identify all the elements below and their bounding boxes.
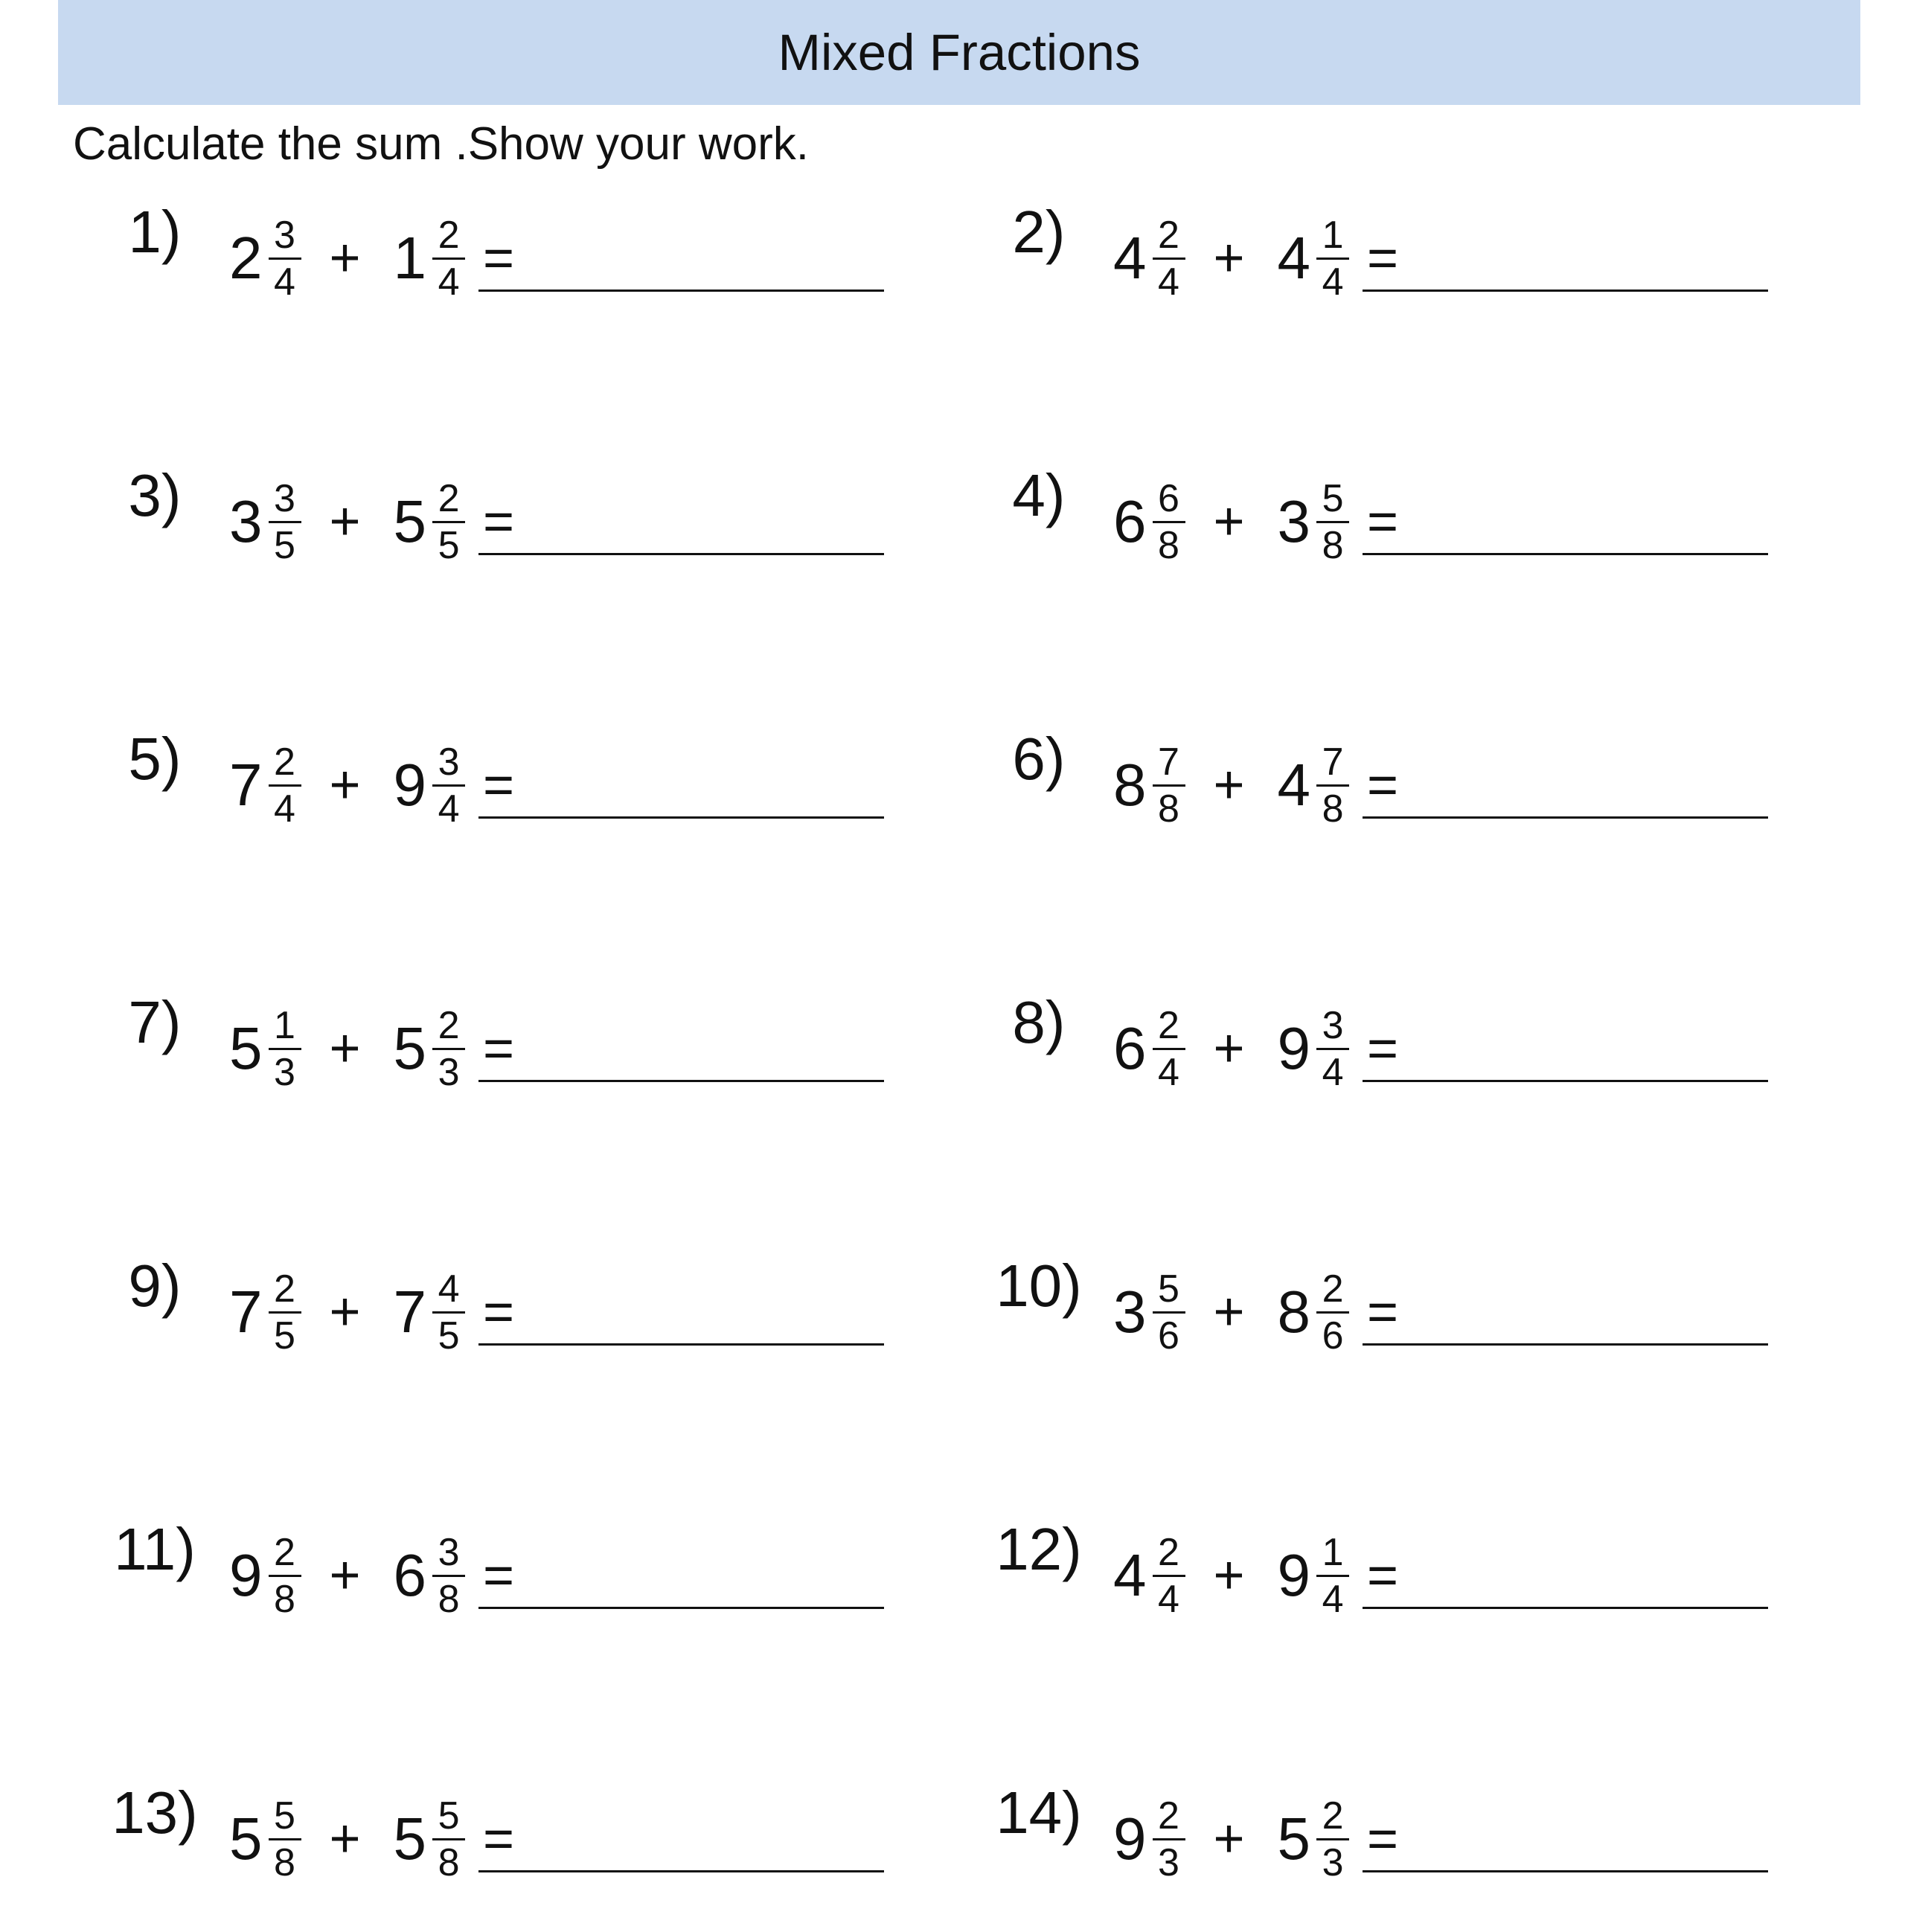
problem-item (972, 462, 1828, 615)
fraction-bar (1316, 258, 1349, 260)
whole-number: 6 (393, 1542, 427, 1608)
plus-sign: + (1213, 1282, 1245, 1342)
plus-sign: + (329, 1809, 361, 1869)
numerator: 2 (1158, 1003, 1179, 1047)
expression (229, 1264, 514, 1360)
problem-item (88, 1779, 944, 1932)
fraction-bar (269, 1838, 301, 1840)
fraction-bar (1316, 1048, 1349, 1050)
problem-number: 10) (996, 1253, 1082, 1319)
fraction-bar (1316, 784, 1349, 787)
denominator: 5 (274, 1314, 295, 1357)
fraction-bar (1153, 1048, 1185, 1050)
problem-item (88, 462, 944, 615)
expression (229, 210, 514, 307)
page-title: Mixed Fractions (778, 24, 1141, 81)
problem-number: 9) (128, 1253, 182, 1319)
numerator: 2 (274, 740, 295, 784)
problem-number: 4) (1012, 462, 1066, 528)
equals-sign: = (1367, 1809, 1399, 1869)
equals-sign: = (483, 1019, 515, 1078)
problem-number: 12) (996, 1516, 1082, 1582)
problem-item (972, 1516, 1828, 1669)
equals-sign: = (1367, 1282, 1399, 1342)
numerator: 2 (1158, 1530, 1179, 1574)
fraction-bar (1153, 1311, 1185, 1314)
equals-sign: = (1367, 1546, 1399, 1605)
expression (1113, 1791, 1398, 1887)
whole-number: 3 (1277, 488, 1311, 554)
fraction (1153, 740, 1185, 831)
equals-sign: = (483, 755, 515, 815)
whole-number: 9 (1277, 1015, 1311, 1081)
denominator: 5 (274, 523, 295, 567)
whole-number: 7 (229, 752, 263, 818)
equals-sign: = (483, 1282, 515, 1342)
fraction (269, 213, 301, 304)
plus-sign: + (329, 1546, 361, 1605)
denominator: 4 (274, 787, 295, 831)
numerator: 1 (274, 1003, 295, 1047)
numerator: 3 (438, 740, 460, 784)
whole-number: 4 (1277, 225, 1311, 291)
numerator: 2 (1158, 1794, 1179, 1837)
whole-number: 4 (1277, 752, 1311, 818)
instructions: Calculate the sum .Show your work. (73, 118, 809, 170)
problem-number: 5) (128, 726, 182, 792)
expression (1113, 737, 1398, 834)
denominator: 5 (438, 523, 460, 567)
answer-line[interactable] (478, 553, 884, 555)
problem-number: 2) (1012, 199, 1066, 265)
denominator: 8 (1158, 523, 1179, 567)
denominator: 5 (438, 1314, 460, 1357)
numerator: 5 (274, 1794, 295, 1837)
problem-item (972, 726, 1828, 878)
whole-number: 6 (1113, 488, 1147, 554)
numerator: 1 (1322, 1530, 1344, 1574)
problem-number: 14) (996, 1779, 1082, 1846)
answer-line[interactable] (478, 1607, 884, 1609)
denominator: 4 (1158, 260, 1179, 304)
denominator: 8 (1158, 787, 1179, 831)
fraction (1316, 1530, 1349, 1621)
fraction (1316, 1794, 1349, 1884)
denominator: 4 (1322, 260, 1344, 304)
problem-number: 13) (112, 1779, 198, 1846)
answer-line[interactable] (1363, 816, 1768, 819)
denominator: 3 (274, 1050, 295, 1094)
numerator: 3 (1322, 1003, 1344, 1047)
whole-number: 4 (1113, 225, 1147, 291)
equals-sign: = (1367, 1019, 1399, 1078)
whole-number: 5 (393, 1015, 427, 1081)
denominator: 8 (438, 1577, 460, 1621)
equals-sign: = (1367, 492, 1399, 551)
fraction-bar (1153, 521, 1185, 523)
fraction-bar (1316, 1311, 1349, 1314)
whole-number: 3 (1113, 1279, 1147, 1345)
fraction-bar (1316, 521, 1349, 523)
fraction-bar (1153, 1838, 1185, 1840)
answer-line[interactable] (478, 1080, 884, 1082)
problem-item (88, 1516, 944, 1669)
denominator: 6 (1158, 1314, 1179, 1357)
fraction-bar (432, 784, 465, 787)
whole-number: 9 (229, 1542, 263, 1608)
plus-sign: + (329, 228, 361, 288)
expression (1113, 1000, 1398, 1097)
fraction-bar (269, 258, 301, 260)
fraction (1153, 213, 1185, 304)
numerator: 2 (1322, 1794, 1344, 1837)
plus-sign: + (1213, 755, 1245, 815)
whole-number: 7 (229, 1279, 263, 1345)
whole-number: 9 (1277, 1542, 1311, 1608)
answer-line[interactable] (1363, 1080, 1768, 1082)
plus-sign: + (329, 492, 361, 551)
numerator: 5 (1322, 476, 1344, 520)
problem-number: 7) (128, 989, 182, 1055)
answer-line[interactable] (1363, 290, 1768, 292)
fraction (432, 213, 465, 304)
fraction (432, 740, 465, 831)
fraction-bar (269, 1311, 301, 1314)
plus-sign: + (329, 1282, 361, 1342)
fraction-bar (432, 1838, 465, 1840)
numerator: 7 (1322, 740, 1344, 784)
whole-number: 3 (229, 488, 263, 554)
whole-number: 1 (393, 225, 427, 291)
expression (1113, 1527, 1398, 1624)
plus-sign: + (329, 1019, 361, 1078)
problem-item (972, 1779, 1828, 1932)
denominator: 3 (1158, 1840, 1179, 1884)
fraction (432, 1530, 465, 1621)
denominator: 8 (1322, 523, 1344, 567)
whole-number: 6 (1113, 1015, 1147, 1081)
fraction-bar (1153, 1575, 1185, 1577)
numerator: 2 (274, 1530, 295, 1574)
fraction (432, 1003, 465, 1094)
denominator: 3 (1322, 1840, 1344, 1884)
denominator: 4 (438, 787, 460, 831)
denominator: 4 (1158, 1577, 1179, 1621)
expression (229, 1791, 514, 1887)
fraction-bar (269, 1575, 301, 1577)
problem-item (88, 1253, 944, 1405)
fraction (269, 1530, 301, 1621)
fraction (1153, 1530, 1185, 1621)
fraction-bar (269, 521, 301, 523)
denominator: 4 (1158, 1050, 1179, 1094)
denominator: 4 (1322, 1050, 1344, 1094)
expression (229, 1000, 514, 1097)
numerator: 3 (438, 1530, 460, 1574)
numerator: 2 (438, 1003, 460, 1047)
numerator: 5 (438, 1794, 460, 1837)
fraction (269, 1794, 301, 1884)
fraction-bar (1153, 258, 1185, 260)
fraction (1153, 476, 1185, 567)
problem-item (972, 199, 1828, 351)
fraction (269, 476, 301, 567)
equals-sign: = (483, 1809, 515, 1869)
equals-sign: = (1367, 755, 1399, 815)
equals-sign: = (483, 1546, 515, 1605)
fraction (1316, 1003, 1349, 1094)
problem-item (972, 1253, 1828, 1405)
fraction (1316, 213, 1349, 304)
answer-line[interactable] (478, 1343, 884, 1346)
fraction (1316, 1267, 1349, 1357)
expression (229, 1527, 514, 1624)
numerator: 2 (274, 1267, 295, 1311)
answer-line[interactable] (1363, 1607, 1768, 1609)
problem-number: 11) (114, 1516, 196, 1582)
fraction (269, 740, 301, 831)
expression (229, 473, 514, 570)
whole-number: 8 (1277, 1279, 1311, 1345)
whole-number: 5 (229, 1015, 263, 1081)
answer-line[interactable] (478, 816, 884, 819)
problem-number: 3) (128, 462, 182, 528)
fraction (432, 1267, 465, 1357)
plus-sign: + (329, 755, 361, 815)
equals-sign: = (483, 228, 515, 288)
fraction-bar (432, 258, 465, 260)
problem-item (88, 199, 944, 351)
whole-number: 5 (229, 1805, 263, 1872)
fraction-bar (432, 521, 465, 523)
denominator: 8 (274, 1577, 295, 1621)
fraction (432, 476, 465, 567)
whole-number: 8 (1113, 752, 1147, 818)
whole-number: 2 (229, 225, 263, 291)
fraction-bar (432, 1575, 465, 1577)
answer-line[interactable] (1363, 1870, 1768, 1872)
expression (229, 737, 514, 834)
equals-sign: = (483, 492, 515, 551)
answer-line[interactable] (1363, 553, 1768, 555)
numerator: 2 (1322, 1267, 1344, 1311)
fraction-bar (432, 1048, 465, 1050)
answer-line[interactable] (478, 290, 884, 292)
fraction (1153, 1003, 1185, 1094)
answer-line[interactable] (478, 1870, 884, 1872)
plus-sign: + (1213, 492, 1245, 551)
numerator: 5 (1158, 1267, 1179, 1311)
plus-sign: + (1213, 1019, 1245, 1078)
whole-number: 9 (1113, 1805, 1147, 1872)
numerator: 7 (1158, 740, 1179, 784)
problem-item (88, 989, 944, 1142)
fraction (1316, 740, 1349, 831)
plus-sign: + (1213, 228, 1245, 288)
denominator: 8 (1322, 787, 1344, 831)
denominator: 8 (274, 1840, 295, 1884)
fraction (1316, 476, 1349, 567)
denominator: 8 (438, 1840, 460, 1884)
fraction (432, 1794, 465, 1884)
fraction-bar (1316, 1575, 1349, 1577)
denominator: 4 (438, 260, 460, 304)
problem-number: 1) (128, 199, 182, 265)
fraction (269, 1267, 301, 1357)
fraction (1153, 1794, 1185, 1884)
denominator: 3 (438, 1050, 460, 1094)
problem-item (972, 989, 1828, 1142)
fraction-bar (432, 1311, 465, 1314)
whole-number: 7 (393, 1279, 427, 1345)
numerator: 3 (274, 213, 295, 257)
fraction-bar (269, 1048, 301, 1050)
numerator: 4 (438, 1267, 460, 1311)
fraction (269, 1003, 301, 1094)
numerator: 2 (438, 476, 460, 520)
numerator: 6 (1158, 476, 1179, 520)
expression (1113, 1264, 1398, 1360)
whole-number: 9 (393, 752, 427, 818)
plus-sign: + (1213, 1809, 1245, 1869)
whole-number: 5 (393, 488, 427, 554)
problem-number: 8) (1012, 989, 1066, 1055)
fraction-bar (1153, 784, 1185, 787)
fraction-bar (269, 784, 301, 787)
denominator: 4 (1322, 1577, 1344, 1621)
equals-sign: = (1367, 228, 1399, 288)
problem-item (88, 726, 944, 878)
whole-number: 4 (1113, 1542, 1147, 1608)
numerator: 2 (1158, 213, 1179, 257)
denominator: 6 (1322, 1314, 1344, 1357)
problem-number: 6) (1012, 726, 1066, 792)
expression (1113, 473, 1398, 570)
fraction-bar (1316, 1838, 1349, 1840)
denominator: 4 (274, 260, 295, 304)
numerator: 3 (274, 476, 295, 520)
numerator: 1 (1322, 213, 1344, 257)
numerator: 2 (438, 213, 460, 257)
whole-number: 5 (1277, 1805, 1311, 1872)
answer-line[interactable] (1363, 1343, 1768, 1346)
fraction (1153, 1267, 1185, 1357)
plus-sign: + (1213, 1546, 1245, 1605)
expression (1113, 210, 1398, 307)
whole-number: 5 (393, 1805, 427, 1872)
